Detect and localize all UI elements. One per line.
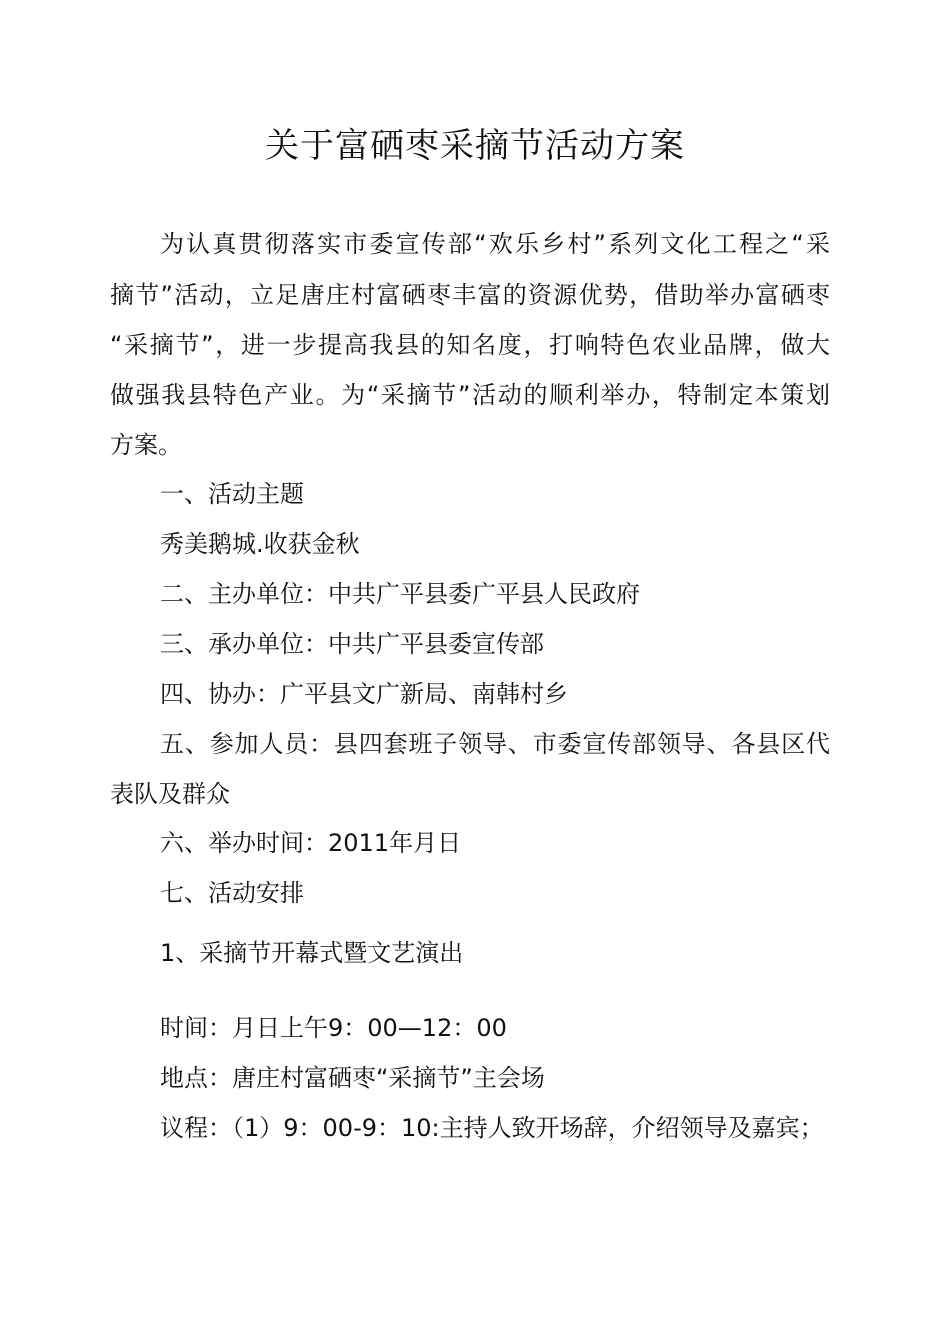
section2-organizer: 二、主办单位：中共广平县委广平县人民政府 xyxy=(160,580,640,608)
intro-line-4: 做强我县特色产业。为“采摘节”活动的顺利举办，特制定本策划 xyxy=(110,381,830,409)
section6-date: 六、举办时间：2011年月日 xyxy=(160,829,462,857)
section5-participants-line-1: 五、参加人员：县四套班子领导、市委宣传部领导、各县区代 xyxy=(160,730,830,758)
section5-participants-line-2: 表队及群众 xyxy=(110,780,230,808)
intro-line-1: 为认真贯彻落实市委宣传部“欢乐乡村”系列文化工程之“采 xyxy=(160,230,830,258)
item1-heading: 1、采摘节开幕式暨文艺演出 xyxy=(160,939,464,967)
item1-agenda: 议程：（1）9：00-9：10:主持人致开场辞，介绍领导及嘉宾； xyxy=(160,1114,824,1142)
section1-theme: 秀美鹅城.收获金秋 xyxy=(160,530,360,558)
section4-coorganizer: 四、协办：广平县文广新局、南韩村乡 xyxy=(160,680,568,708)
section3-undertaker: 三、承办单位：中共广平县委宣传部 xyxy=(160,630,544,658)
intro-line-5: 方案。 xyxy=(110,431,182,459)
document-title: 关于富硒枣采摘节活动方案 xyxy=(265,126,685,166)
intro-line-3: “采摘节”，进一步提高我县的知名度，打响特色农业品牌，做大 xyxy=(110,331,830,359)
intro-line-2: 摘节”活动，立足唐庄村富硒枣丰富的资源优势，借助举办富硒枣 xyxy=(110,281,830,309)
item1-time: 时间：月日上午9：00—12：00 xyxy=(160,1014,507,1042)
item1-place: 地点：唐庄村富硒枣“采摘节”主会场 xyxy=(160,1064,545,1092)
section7-heading: 七、活动安排 xyxy=(160,879,304,907)
section1-heading: 一、活动主题 xyxy=(160,480,304,508)
